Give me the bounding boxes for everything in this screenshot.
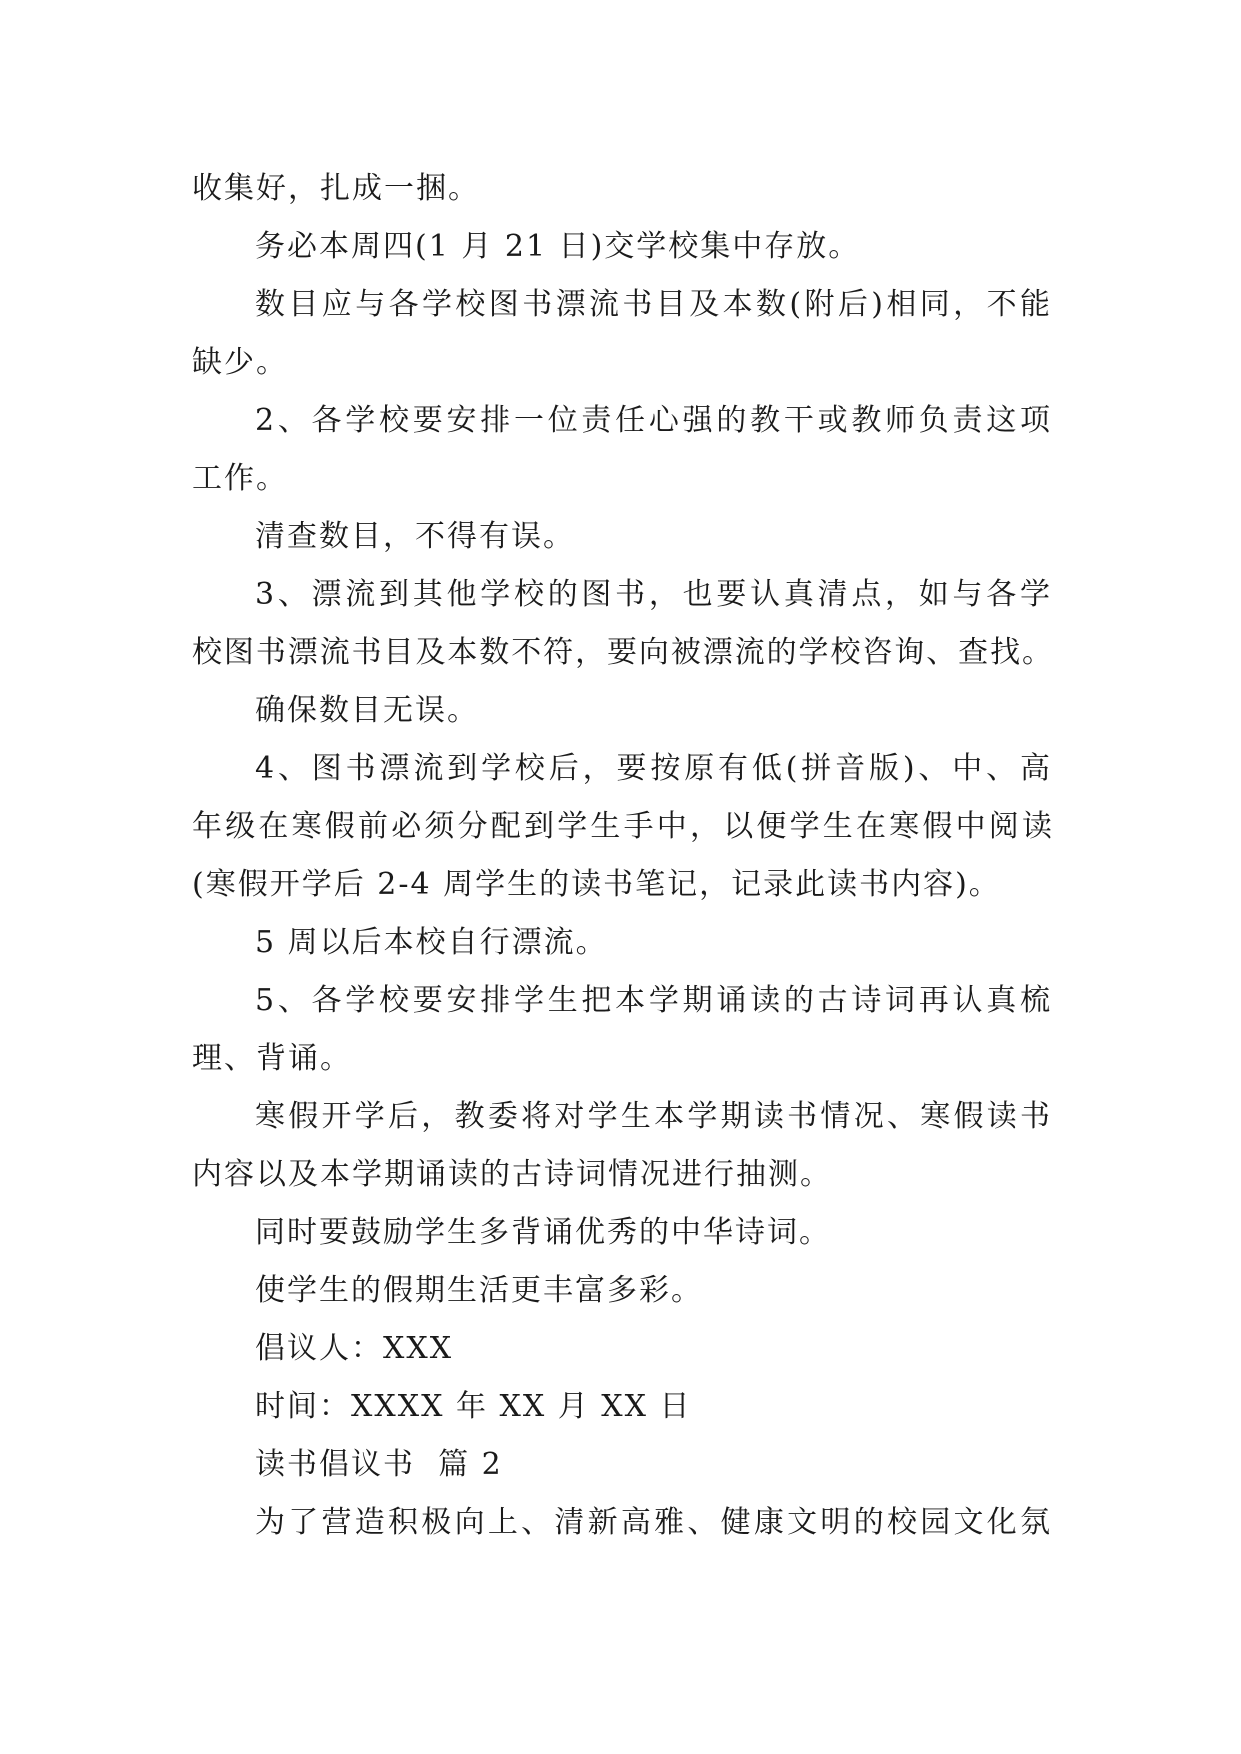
text-line: 内容以及本学期诵读的古诗词情况进行抽测。: [192, 1157, 832, 1192]
text-line: 3、漂流到其他学校的图书，也要认真清点，如与各学: [255, 577, 1052, 612]
text-line: 务必本周四(1 月 21 日)交学校集中存放。: [255, 229, 861, 264]
text-line: 清查数目，不得有误。: [255, 519, 575, 554]
text-line: 为了营造积极向上、清新高雅、健康文明的校园文化氛: [255, 1505, 1052, 1540]
text-line: 理、背诵。: [192, 1041, 352, 1076]
text-line: 寒假开学后，教委将对学生本学期读书情况、寒假读书: [255, 1099, 1052, 1134]
text-line: 使学生的假期生活更丰富多彩。: [255, 1273, 703, 1308]
text-line: 收集好，扎成一捆。: [192, 171, 480, 206]
text-line: 5 周以后本校自行漂流。: [255, 925, 608, 960]
section-title: 读书倡议书 篇 2: [255, 1447, 503, 1482]
signatory-line: 倡议人：XXX: [255, 1331, 454, 1366]
text-line: 校图书漂流书目及本数不符，要向被漂流的学校咨询、查找。: [192, 635, 1052, 670]
document-body: [192, 160, 1052, 1552]
text-line: 5、各学校要安排学生把本学期诵读的古诗词再认真梳: [255, 983, 1052, 1018]
text-line: 同时要鼓励学生多背诵优秀的中华诗词。: [255, 1215, 831, 1250]
text-line: 工作。: [192, 461, 288, 496]
text-line: 2、各学校要安排一位责任心强的教干或教师负责这项: [255, 403, 1052, 438]
date-line: 时间：XXXX 年 XX 月 XX 日: [255, 1389, 692, 1424]
text-line: 缺少。: [192, 345, 288, 380]
text-line: 4、图书漂流到学校后，要按原有低(拼音版)、中、高: [255, 751, 1052, 786]
text-line: 数目应与各学校图书漂流书目及本数(附后)相同，不能: [255, 287, 1052, 322]
text-line: 确保数目无误。: [255, 693, 479, 728]
text-line: (寒假开学后 2-4 周学生的读书笔记，记录此读书内容)。: [192, 867, 1001, 902]
text-line: 年级在寒假前必须分配到学生手中，以便学生在寒假中阅读: [192, 809, 1052, 844]
